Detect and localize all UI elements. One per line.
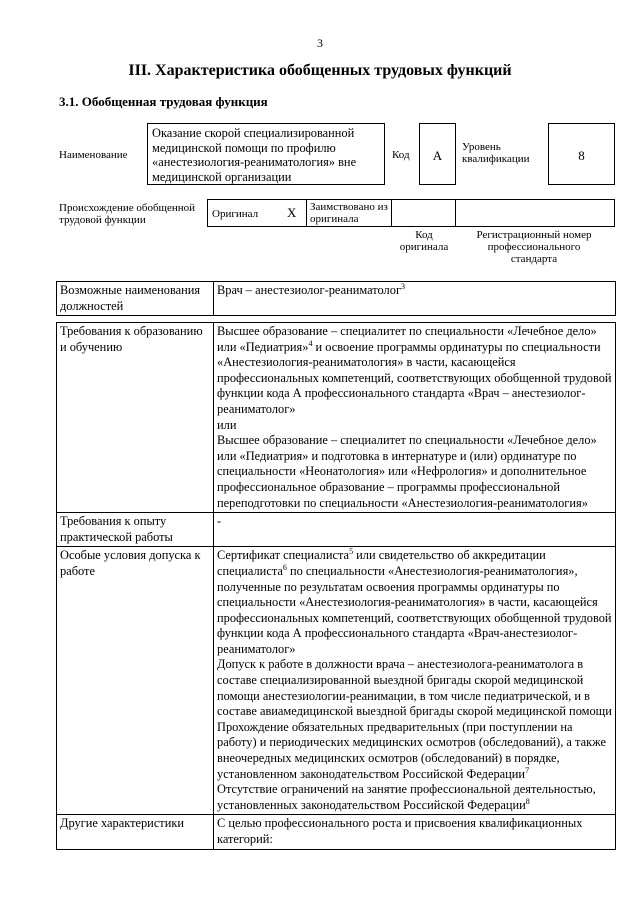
education-value: Высшее образование – специалитет по специальности «Лечебное дело» или «Педиатрия»$^4$ и освоение программы ординатуры по специальности «Анестезиология-реаниматология» в части, касающейся профессиональных компетенций, соответствующих обобщенной трудовой функции кода А профессионального стандарта «Врач – анестезиолог-реаниматолог» или Высшее образование – специалитет по специальности «Лечебное дело» или «Педиатрия» и подготовка в интернатуре и (или) ординатуре по специальности «Неонатология» или «Нефрология» и дополнительное профессиональное образование – программы профессиональной переподготовки по специальности «Анестезиология-реаниматология» (214, 323, 616, 513)
function-name: Оказание скорой специализированной медицинской помощи по профилю «анестезиология-реаниматология» вне медицинской организации (147, 123, 385, 185)
requirements-table (56, 322, 616, 850)
table-row (57, 513, 616, 547)
origin-divider (455, 199, 456, 227)
reg-number-caption: Регистрационный номер профессионального стандарта (476, 229, 592, 265)
other-value: С целью профессионального роста и присвоения квалификационных категорий: (214, 815, 616, 849)
original-label: Оригинал (212, 208, 259, 220)
section-title: III. Характеристика обобщенных трудовых функций (128, 62, 512, 79)
borrowed-label: Заимствовано из оригинала (310, 201, 388, 225)
name-label: Наименование (59, 149, 128, 161)
education-label: Требования к образованию и обучению (57, 323, 214, 513)
conditions-value: Сертификат специалиста$^5$ или свидетельство об аккредитации специалиста$^6$ по специальности «Анестезиология-реаниматология», полученные по результатам освоения программы ординатуры по специальности «Анестезиология-реаниматология» в части, касающейся профессиональных компетенций, соответствующих обобщенной трудовой функции кода А профессионального стандарта «Врач-анестезиолог-реаниматолог» Допуск к работе в должности врача – анестезиолога-реаниматолога в составе специализированной выездной бригады скорой медицинской помощи анестезиологии-реанимации, в том числе педиатрической, и в составе авиамедицинской выездной бригады скорой медицинской помощи Прохождение обязательных предварительных (при поступлении на работу) и периодических медицинских осмотров (обследований), а также внеочередных медицинских осмотров (обследований) в порядке, установленном законодательством Российской Федерации$^7$ Отсутствие ограничений на занятие профессиональной деятельностью, установленных законодательством Российской Федерации$^8$ (214, 547, 616, 815)
table-row (57, 815, 616, 849)
other-label: Другие характеристики (57, 815, 214, 849)
origin-label: Происхождение обобщенной трудовой функции (59, 202, 196, 226)
subsection-title: 3.1. Обобщенная трудовая функция (59, 94, 268, 109)
positions-table (56, 281, 616, 316)
positions-value: Врач – анестезиолог-реаниматолог$^3$ (214, 282, 616, 316)
original-mark: X (287, 205, 297, 220)
conditions-label: Особые условия допуска к работе (57, 547, 214, 815)
code-value: А (419, 123, 456, 185)
positions-label: Возможные наименования должностей (57, 282, 214, 316)
experience-label: Требования к опыту практической работы (57, 513, 214, 547)
origin-box (207, 199, 615, 227)
table-row (57, 323, 616, 513)
table-row (57, 547, 616, 815)
origin-divider (306, 199, 307, 227)
experience-value: - (214, 513, 616, 547)
code-label: Код (392, 149, 410, 161)
level-label: Уровень квалификации (462, 141, 530, 165)
code-original-caption: Код оригинала (399, 229, 449, 253)
level-value: 8 (548, 123, 615, 185)
page-number: 3 (317, 36, 323, 50)
